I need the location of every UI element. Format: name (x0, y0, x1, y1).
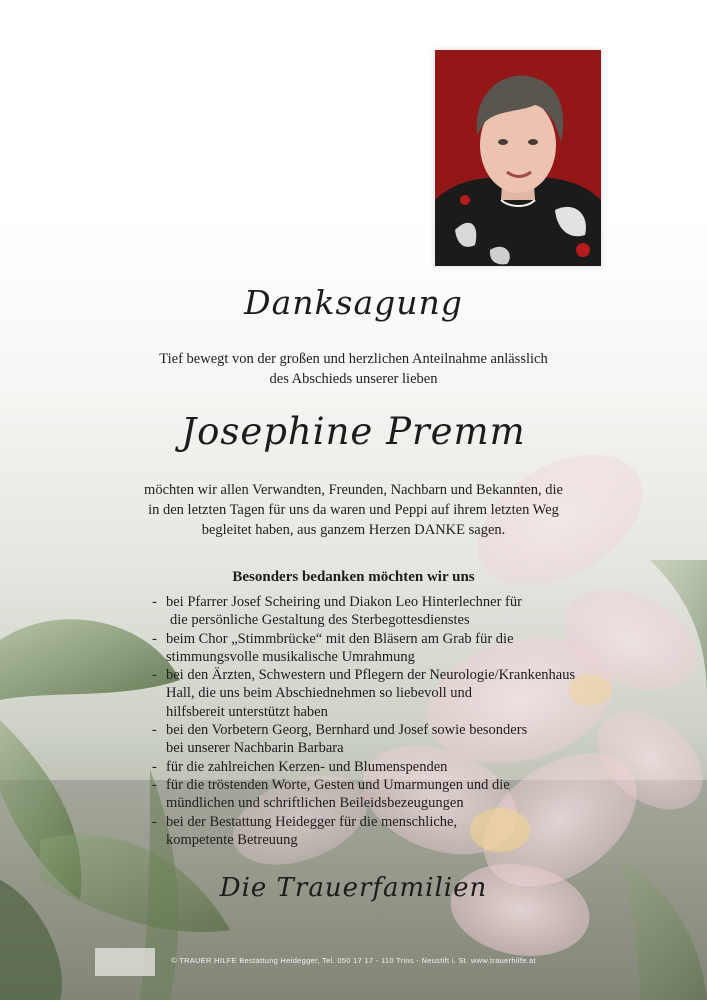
list-item (150, 758, 620, 776)
list-item-line: stimmungsvolle musikalische Umrahmung (166, 648, 415, 665)
list-item-line: - bei der Bestattung Heidegger für die menschliche, (166, 813, 458, 830)
list-item-line: - bei Pfarrer Josef Scheiring und Diakon Leo Hinterlechner für (166, 594, 522, 610)
closing-signature: Die Trauerfamilien (219, 873, 488, 903)
thanks-subheading: Besonders bedanken möchten wir uns (232, 569, 475, 585)
intro-line: Tief bewegt von der großen und herzlichen Anteilnahme anlässlich (159, 351, 548, 367)
thanks-line: begleitet haben, aus ganzem Herzen DANKE sagen. (201, 522, 506, 538)
portrait-photo (435, 50, 601, 266)
thanks-line: möchten wir allen Verwandten, Freunden, Nachbarn und Bekannten, die (144, 482, 563, 498)
footer-imprint: © TRAUER HILFE Bestattung Heidegger, Tel. 050 17 17 - 110 Trins - Neustift i. St. www.trauerhilfe.at (171, 956, 536, 965)
intro-text (60, 349, 647, 389)
list-item-line: mündlichen und schriftlichen Beileidsbezeugungen (166, 795, 464, 812)
intro-line: des Abschieds unserer lieben (269, 371, 438, 387)
list-item-line: - bei den Ärzten, Schwestern und Pflegern der Neurologie/Krankenhaus (166, 667, 576, 684)
list-item (150, 721, 620, 758)
list-item-line: hilfsbereit unterstützt haben (166, 703, 328, 720)
thanks-list (150, 593, 620, 849)
list-item-line: die persönliche Gestaltung des Sterbegottesdienstes (170, 612, 470, 629)
list-item (150, 593, 620, 630)
list-item (150, 776, 620, 813)
list-item-line: - für die tröstenden Worte, Gesten und Umarmungen und die (166, 776, 510, 793)
list-item (150, 666, 620, 721)
thanks-text (60, 480, 647, 540)
list-item-line: - für die zahlreichen Kerzen- und Blumenspenden (166, 758, 448, 775)
list-item (150, 813, 620, 850)
list-item-line: kompetente Betreuung (166, 831, 298, 848)
list-item (150, 630, 620, 667)
notice-title: Danksagung (244, 283, 463, 322)
list-item-line: Hall, die uns beim Abschiednehmen so liebevoll und (166, 685, 473, 702)
list-item-line: - beim Chor „Stimmbrücke“ mit den Bläsern am Grab für die (166, 630, 514, 647)
list-item-line: bei unserer Nachbarin Barbara (166, 740, 344, 757)
thanks-line: in den letzten Tagen für uns da waren und Peppi auf ihrem letzten Weg (148, 502, 559, 518)
deceased-name: Josephine Premm (181, 410, 526, 453)
list-item-line: - bei den Vorbetern Georg, Bernhard und Josef sowie besonders (166, 722, 528, 739)
